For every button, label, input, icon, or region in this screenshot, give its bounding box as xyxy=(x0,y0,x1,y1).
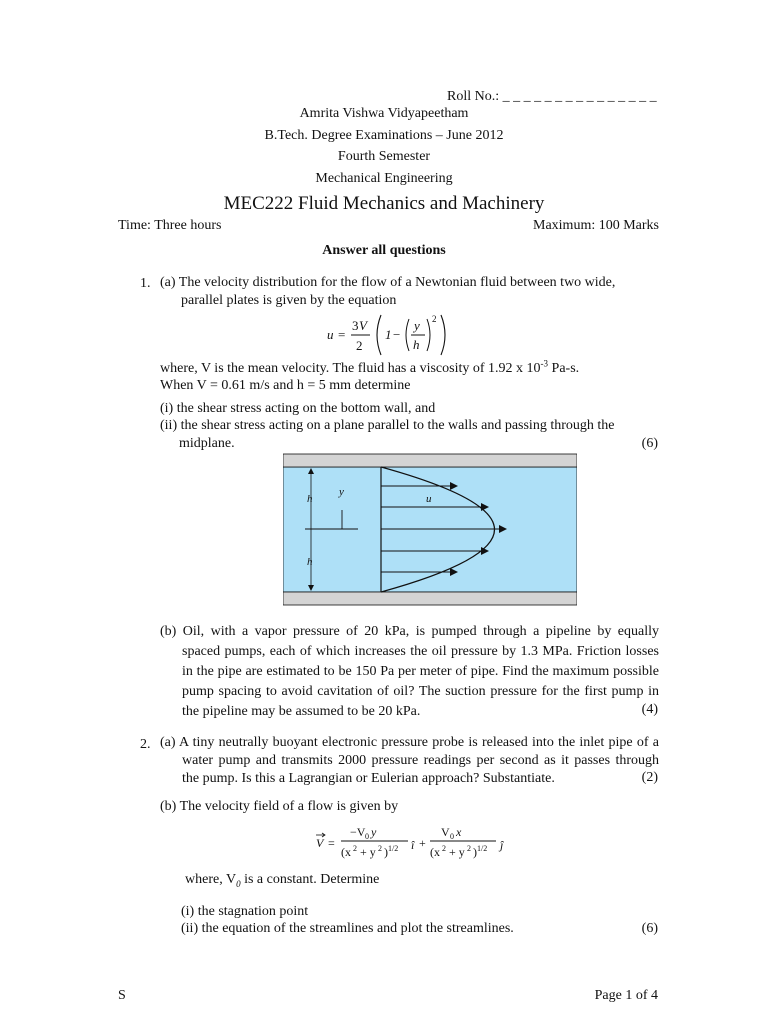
svg-text:−V: −V xyxy=(350,825,366,839)
svg-text:(x: (x xyxy=(430,845,440,859)
svg-text:V: V xyxy=(316,836,324,850)
svg-text:0: 0 xyxy=(365,832,369,841)
svg-text:î: î xyxy=(411,838,415,852)
svg-text:u: u xyxy=(327,327,334,342)
q1-part-ii: (ii) the shear stress acting on a plane parallel to the walls and passing through the xyxy=(160,418,615,433)
university-name: Amrita Vishwa Vidyapeetham xyxy=(299,106,469,121)
svg-text:=: = xyxy=(338,327,346,342)
exam-title: B.Tech. Degree Examinations – June 2012 xyxy=(264,128,504,143)
department: Mechanical Engineering xyxy=(315,171,453,186)
velocity-field-equation xyxy=(313,822,513,864)
label-h-top: h xyxy=(307,493,313,505)
svg-text:1/2: 1/2 xyxy=(388,844,399,853)
svg-text:+: + xyxy=(419,836,426,850)
svg-text:V: V xyxy=(359,318,367,333)
svg-text:2: 2 xyxy=(378,844,382,853)
velocity-profile-figure xyxy=(283,452,577,607)
svg-text:ĵ: ĵ xyxy=(500,838,504,852)
q1-where-line: where, V is the mean velocity. The fluid has a viscosity of 1.92 x $10^{-3}$ Pa-s. xyxy=(160,358,580,376)
svg-text:+ y: + y xyxy=(360,845,376,859)
svg-text:3: 3 xyxy=(352,318,359,333)
exam-time: Time: Three hours xyxy=(118,218,222,233)
label-h-bottom: h xyxy=(307,556,313,568)
q1a-line: (a) The velocity distribution for the flow of a Newtonian fluid between two wide, xyxy=(160,275,616,290)
svg-text:2: 2 xyxy=(442,844,446,853)
q1-part-ii: midplane. xyxy=(179,436,235,451)
svg-text:=: = xyxy=(328,836,335,850)
svg-text:2: 2 xyxy=(432,314,437,324)
svg-text:−: − xyxy=(393,327,401,342)
footer-left: S xyxy=(118,988,126,1003)
svg-text:y: y xyxy=(371,825,377,839)
svg-text:): ) xyxy=(473,845,477,859)
page-number: Page 1 of 4 xyxy=(594,988,658,1003)
marks: (6) xyxy=(641,921,658,936)
svg-text:+ y: + y xyxy=(449,845,465,859)
label-u: u xyxy=(426,493,432,505)
semester: Fourth Semester xyxy=(337,149,431,164)
q2a-text: (a) A tiny neutrally buoyant electronic pressure probe is released into the inlet pipe of a water pump and transmits 2000 pressure readings per second as it passes through the pump. Is this a Lagrangian or Eulerian approach? Substantiate. xyxy=(160,735,659,786)
max-marks: Maximum: 100 Marks xyxy=(533,218,659,233)
svg-text:1/2: 1/2 xyxy=(477,844,488,853)
svg-text:2: 2 xyxy=(467,844,471,853)
svg-text:2: 2 xyxy=(353,844,357,853)
q2-part-i: (i) the stagnation point xyxy=(181,904,309,919)
question-number: 1. xyxy=(140,276,151,291)
bottom-wall xyxy=(283,592,577,605)
label-y: y xyxy=(339,486,344,498)
q1-part-i: (i) the shear stress acting on the bottom wall, and xyxy=(160,401,436,416)
svg-text:0: 0 xyxy=(450,832,454,841)
roll-number: Roll No.: _ _ _ _ _ _ _ _ _ _ _ _ _ _ _ xyxy=(447,89,657,104)
svg-text:1: 1 xyxy=(385,327,392,342)
svg-text:2: 2 xyxy=(356,338,363,353)
svg-text:x: x xyxy=(456,825,462,839)
q1b-text: (b) Oil, with a vapor pressure of 20 kPa, is pumped through a pipeline by equally spaced pumps, each of which increases the oil pressure by 1.3 MPa. Friction losses in the pipe are estimated to be 150 Pa per meter of pipe. Find the maximum possible pump spacing to avoid cavitation of oil? The suction pressure for the first pump in the pipeline may be assumed to be 20 kPa. xyxy=(160,624,659,719)
q2-part-ii: (ii) the equation of the streamlines and plot the streamlines. xyxy=(181,921,514,936)
svg-text:V: V xyxy=(441,825,450,839)
q2-where-line: where, $V_0$ is a constant. Determine xyxy=(185,872,380,889)
svg-text:): ) xyxy=(384,845,388,859)
marks: (2) xyxy=(641,770,658,785)
q2b-line: (b) The velocity field of a flow is given by xyxy=(160,799,399,814)
marks: (6) xyxy=(641,436,658,451)
top-wall xyxy=(283,454,577,467)
svg-text:y: y xyxy=(414,318,420,333)
course-title: MEC222 Fluid Mechanics and Machinery xyxy=(223,193,545,214)
svg-text:(x: (x xyxy=(341,845,351,859)
q1a-line: parallel plates is given by the equation xyxy=(181,293,397,308)
velocity-equation xyxy=(325,310,475,360)
question-number: 2. xyxy=(140,737,151,752)
instruction: Answer all questions xyxy=(322,243,446,258)
svg-text:h: h xyxy=(413,337,420,352)
q1-when-line: When V = 0.61 m/s and h = 5 mm determine xyxy=(160,378,411,393)
marks: (4) xyxy=(641,702,658,717)
